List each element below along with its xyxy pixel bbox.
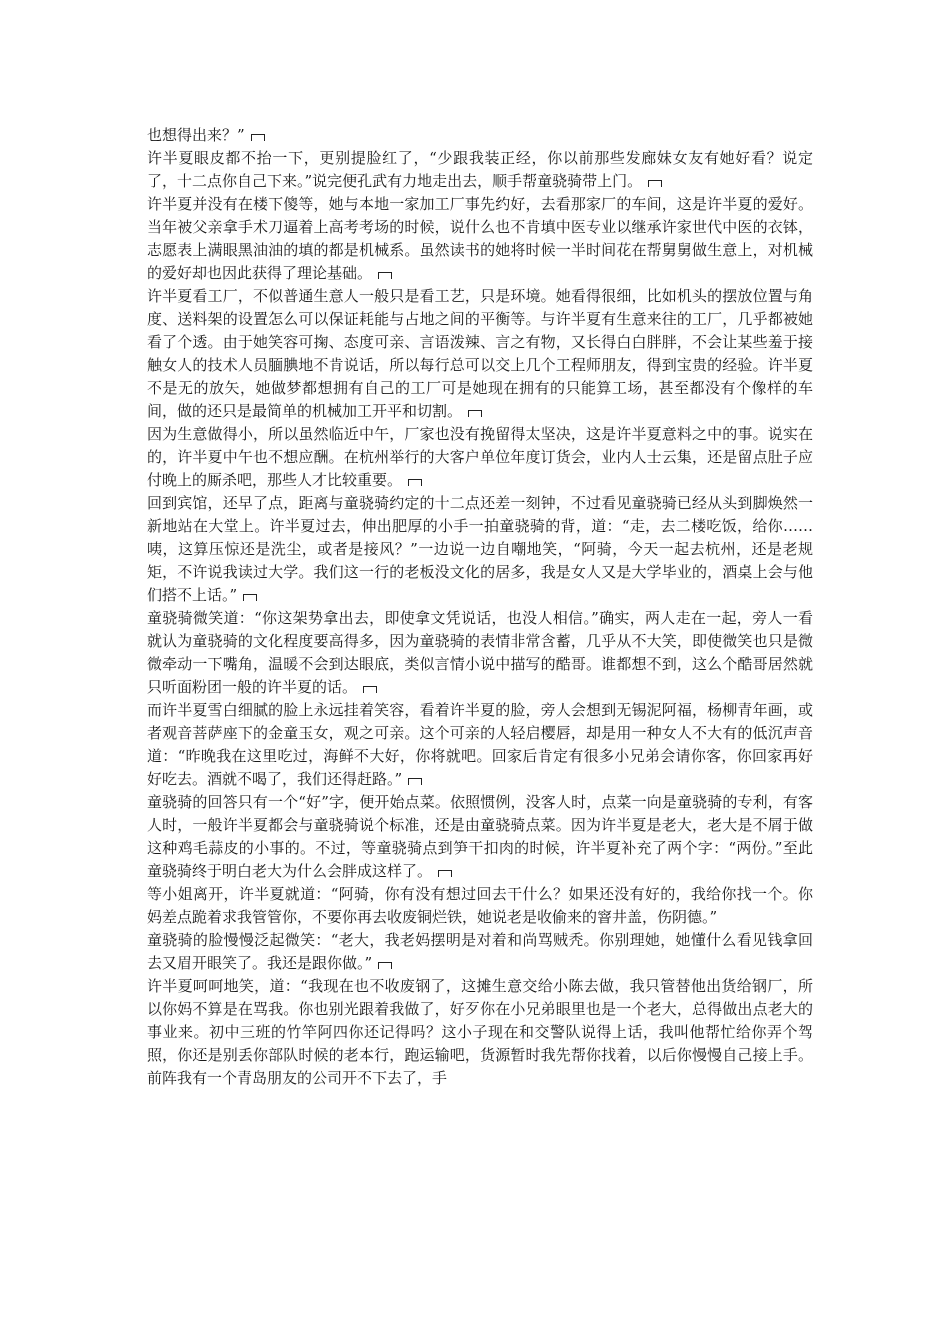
paragraph-mark-icon bbox=[648, 180, 662, 187]
paragraph-text: 回到宾馆，还早了点，距离与童骁骑约定的十二点还差一刻钟，不过看见童骁骑已经从头到脚焕然一新地站在大堂上。许半夏过去，伸出肥厚的小手一拍童骁骑的背，道：“走，去二楼吃饭，给你……咦，这算压惊还是洗尘，或者是接风？”一边说一边自嘲地笑，“阿骑，今天一起去杭州，还是老规矩，不许说我读过大学。我们这一行的老板没文化的居多，我是女人又是大学毕业的，酒桌上会与他们搭不上话。” bbox=[147, 494, 813, 604]
paragraph-mark-icon bbox=[243, 594, 257, 601]
paragraph-text: 童骁骑微笑道：“你这架势拿出去，即使拿文凭说话，也没人相信。”确实，两人走在一起，旁人一看就认为童骁骑的文化程度要高得多，因为童骁骑的表情非常含蓄，几乎从不大笑，即使微笑也只是微微牵动一下嘴角，温暖不会到达眼底，类似言情小说中描写的酷哥。谁都想不到，这么个酷哥居然就只听面粉团一般的许半夏的话。 bbox=[147, 609, 813, 696]
paragraph-mark-icon bbox=[468, 410, 482, 417]
paragraph-text: 许半夏呵呵地笑，道：“我现在也不收废钢了，这摊生意交给小陈去做，我只管替他出货给钢厂，所以你妈不算是在骂我。你也别光跟着我做了，好歹你在小兄弟眼里也是一个老大，总得做出点老大的事业来。初中三班的竹竿阿四你还记得吗？这小子现在和交警队说得上话，我叫他帮忙给你弄个驾照，你还是别丢你部队时候的老本行，跑运输吧，货源暂时我先帮你找着，以后你慢慢自己接上手。前阵我有一个青岛朋友的公司开不下去了，手 bbox=[147, 977, 813, 1087]
paragraph-text: 也想得出来？” bbox=[147, 126, 245, 144]
paragraph-text: 许半夏看工厂，不似普通生意人一般只是看工艺，只是环境。她看得很细，比如机头的摆放位置与角度、送料架的设置怎么可以保证耗能与占地之间的平衡等。与许半夏有生意来往的工厂，几乎都被她看了个透。由于她笑容可掬、态度可亲、言语泼辣、言之有物，又长得白白胖胖，不会让某些羞于接触女人的技术人员腼腆地不肯说话，所以每行总可以交上几个工程师朋友，得到宝贵的经验。许半夏不是无的放矢，她做梦都想拥有自己的工厂可是她现在拥有的只能算工场，甚至都没有个像样的车间，做的还只是最简单的机械加工开平和切割。 bbox=[147, 287, 813, 420]
paragraph bbox=[147, 124, 813, 147]
paragraph-text: 许半夏眼皮都不抬一下，更别提脸红了，“少跟我装正经，你以前那些发廊妹女友有她好看？说定了，十二点你自己下来。”说完便孔武有力地走出去，顺手帮童骁骑带上门。 bbox=[147, 149, 813, 190]
paragraph-text: 童骁骑的回答只有一个“好”字，便开始点菜。依照惯例，没客人时，点菜一向是童骁骑的专利，有客人时，一般许半夏都会与童骁骑说个标准，还是由童骁骑点菜。因为许半夏是老大，老大是不屑于做这种鸡毛蒜皮的小事的。不过，等童骁骑点到笋干扣肉的时候，许半夏补充了两个字：“两份。”至此童骁骑终于明白老大为什么会胖成这样了。 bbox=[147, 793, 813, 880]
paragraph-text: 童骁骑的脸慢慢泛起微笑：“老大，我老妈摆明是对着和尚骂贼秃。你别理她，她懂什么看见钱拿回去又眉开眼笑了。我还是跟你做。” bbox=[147, 931, 813, 972]
document-page bbox=[147, 124, 813, 1090]
paragraph bbox=[147, 699, 813, 791]
paragraph-text: 许半夏并没有在楼下傻等，她与本地一家加工厂事先约好，去看那家厂的车间，这是许半夏的爱好。当年被父亲拿手术刀逼着上高考考场的时候，说什么也不肯填中医专业以继承许家世代中医的衣钵，志愿表上满眼黑油油的填的都是机械系。虽然读书的她将时候一半时间花在帮舅舅做生意上，对机械的爱好却也因此获得了理论基础。 bbox=[147, 195, 813, 282]
paragraph bbox=[147, 975, 813, 1090]
paragraph bbox=[147, 193, 813, 285]
paragraph-mark-icon bbox=[378, 272, 392, 279]
paragraph-mark-icon bbox=[408, 778, 422, 785]
paragraph-mark-icon bbox=[251, 134, 265, 141]
paragraph-mark-icon bbox=[363, 686, 377, 693]
paragraph-text: 因为生意做得小，所以虽然临近中午，厂家也没有挽留得太坚决，这是许半夏意料之中的事。说实在的，许半夏中午也不想应酬。在杭州举行的大客户单位年度订货会，业内人士云集，还是留点肚子应付晚上的厮杀吧，那些人才比较重要。 bbox=[147, 425, 813, 489]
paragraph-mark-icon bbox=[438, 870, 452, 877]
paragraph-mark-icon bbox=[408, 479, 422, 486]
paragraph-text: 等小姐离开，许半夏就道：“阿骑，你有没有想过回去干什么？如果还没有好的，我给你找一个。你妈差点跪着求我管管你，不要你再去收废铜烂铁，她说老是收偷来的窨井盖，伤阴德。” bbox=[147, 885, 813, 926]
paragraph bbox=[147, 492, 813, 607]
paragraph bbox=[147, 883, 813, 929]
paragraph bbox=[147, 791, 813, 883]
paragraph bbox=[147, 929, 813, 975]
paragraph bbox=[147, 147, 813, 193]
paragraph bbox=[147, 285, 813, 423]
paragraph-text: 而许半夏雪白细腻的脸上永远挂着笑容，看着许半夏的脸，旁人会想到无锡泥阿福，杨柳青年画，或者观音菩萨座下的金童玉女，观之可亲。这个可亲的人轻启樱唇，却是用一种女人不大有的低沉声音道：“昨晚我在这里吃过，海鲜不大好，你将就吧。回家后肯定有很多小兄弟会请你客，你回家再好好吃去。酒就不喝了，我们还得赶路。” bbox=[147, 701, 813, 788]
paragraph bbox=[147, 607, 813, 699]
paragraph-mark-icon bbox=[378, 962, 392, 969]
paragraph bbox=[147, 423, 813, 492]
